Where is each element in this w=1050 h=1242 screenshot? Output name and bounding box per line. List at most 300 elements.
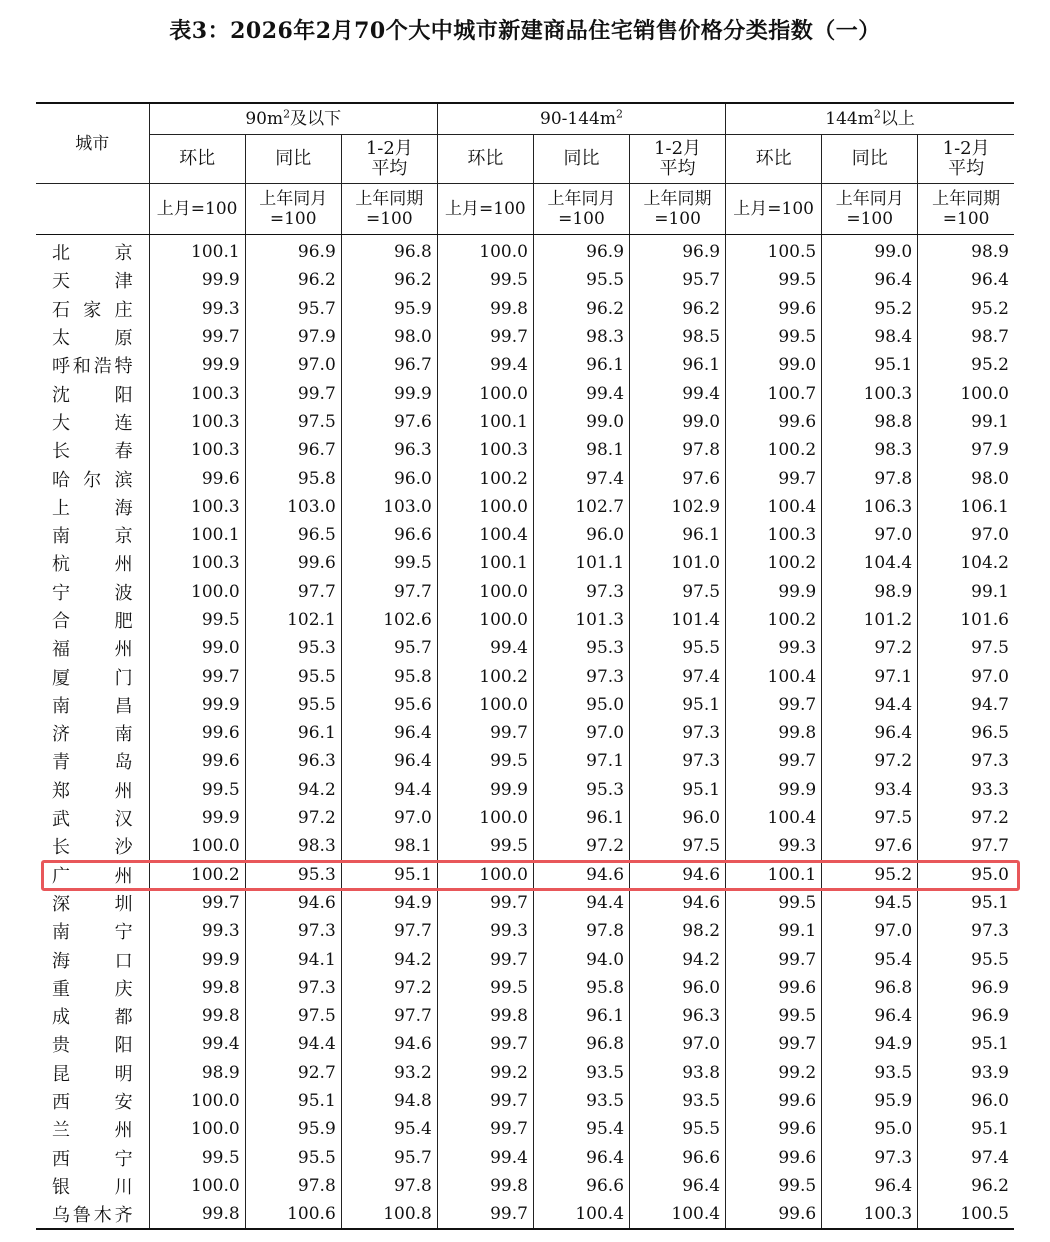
- index-value: 94.4: [341, 776, 437, 804]
- index-value: 96.4: [533, 1144, 629, 1172]
- index-value: 100.0: [437, 804, 533, 832]
- index-value: 100.0: [437, 578, 533, 606]
- index-value: 101.4: [630, 606, 726, 634]
- index-value: 96.6: [533, 1172, 629, 1200]
- index-value: 94.2: [245, 776, 341, 804]
- index-value: 99.9: [437, 776, 533, 804]
- base-avg: 上年同期 =100: [630, 184, 726, 235]
- index-value: 99.4: [437, 1144, 533, 1172]
- index-value: 94.2: [630, 945, 726, 973]
- col-header-mom: 环比: [149, 135, 245, 184]
- city-name: 济南: [36, 719, 149, 747]
- index-value: 99.6: [149, 747, 245, 775]
- index-value: 99.0: [630, 408, 726, 436]
- index-value: 99.7: [726, 747, 822, 775]
- city-name: 太原: [36, 323, 149, 351]
- index-value: 95.1: [341, 861, 437, 889]
- base-mom: 上月=100: [437, 184, 533, 235]
- index-value: 100.0: [149, 578, 245, 606]
- index-value: 95.8: [533, 974, 629, 1002]
- index-value: 99.1: [918, 408, 1014, 436]
- index-value: 95.9: [245, 1115, 341, 1143]
- base-yoy: 上年同月 =100: [245, 184, 341, 235]
- index-value: 95.1: [245, 1087, 341, 1115]
- index-value: 98.0: [918, 464, 1014, 492]
- index-value: 99.7: [149, 662, 245, 690]
- index-value: 96.2: [630, 295, 726, 323]
- city-name: 天津: [36, 266, 149, 294]
- index-value: 96.4: [630, 1172, 726, 1200]
- index-value: 99.1: [726, 917, 822, 945]
- index-value: 100.0: [149, 1087, 245, 1115]
- index-value: 96.0: [533, 521, 629, 549]
- index-value: 100.4: [630, 1200, 726, 1229]
- index-value: 99.5: [726, 1172, 822, 1200]
- table-row: [36, 351, 1014, 379]
- index-value: 99.8: [149, 974, 245, 1002]
- city-name: 沈阳: [36, 379, 149, 407]
- index-value: 99.5: [726, 889, 822, 917]
- index-value: 99.8: [437, 295, 533, 323]
- index-value: 95.7: [341, 1144, 437, 1172]
- index-value: 96.2: [341, 266, 437, 294]
- index-value: 97.5: [245, 1002, 341, 1030]
- city-name: 合肥: [36, 606, 149, 634]
- index-value: 100.4: [726, 662, 822, 690]
- index-value: 93.8: [630, 1059, 726, 1087]
- index-value: 94.2: [341, 945, 437, 973]
- index-value: 93.5: [630, 1087, 726, 1115]
- city-name: 广州: [36, 861, 149, 889]
- col-header-avg: 1-2月 平均: [630, 135, 726, 184]
- index-value: 97.3: [630, 719, 726, 747]
- index-value: 95.5: [630, 1115, 726, 1143]
- index-value: 97.4: [533, 464, 629, 492]
- index-value: 94.9: [822, 1030, 918, 1058]
- index-value: 97.2: [918, 804, 1014, 832]
- index-value: 93.5: [822, 1059, 918, 1087]
- index-value: 97.3: [822, 1144, 918, 1172]
- base-mom: 上月=100: [149, 184, 245, 235]
- index-value: 94.9: [341, 889, 437, 917]
- table-row: [36, 493, 1014, 521]
- index-value: 97.9: [245, 323, 341, 351]
- table-row: [36, 1059, 1014, 1087]
- index-value: 99.6: [149, 464, 245, 492]
- index-value: 100.8: [341, 1200, 437, 1229]
- index-value: 100.4: [726, 804, 822, 832]
- index-value: 99.6: [726, 1200, 822, 1229]
- index-value: 93.5: [533, 1059, 629, 1087]
- index-value: 99.2: [726, 1059, 822, 1087]
- index-value: 96.9: [918, 1002, 1014, 1030]
- index-value: 99.5: [149, 606, 245, 634]
- index-value: 94.8: [341, 1087, 437, 1115]
- index-value: 99.9: [149, 351, 245, 379]
- index-value: 100.3: [822, 379, 918, 407]
- index-value: 99.9: [149, 804, 245, 832]
- index-value: 97.8: [245, 1172, 341, 1200]
- index-value: 96.0: [341, 464, 437, 492]
- index-value: 100.5: [918, 1200, 1014, 1229]
- index-value: 97.3: [245, 974, 341, 1002]
- index-value: 100.0: [149, 1115, 245, 1143]
- city-name: 重庆: [36, 974, 149, 1002]
- index-value: 95.5: [245, 1144, 341, 1172]
- index-value: 97.1: [822, 662, 918, 690]
- index-value: 100.1: [149, 521, 245, 549]
- index-value: 95.4: [533, 1115, 629, 1143]
- index-value: 99.7: [726, 945, 822, 973]
- city-name: 呼和浩特: [36, 351, 149, 379]
- index-value: 95.5: [918, 945, 1014, 973]
- index-value: 99.6: [726, 295, 822, 323]
- index-value: 99.7: [726, 691, 822, 719]
- base-mom: 上月=100: [726, 184, 822, 235]
- base-yoy: 上年同月 =100: [533, 184, 629, 235]
- index-value: 99.0: [149, 634, 245, 662]
- index-value: 98.4: [822, 323, 918, 351]
- col-header-mom: 环比: [437, 135, 533, 184]
- index-value: 96.2: [245, 266, 341, 294]
- index-value: 95.3: [533, 776, 629, 804]
- index-value: 99.7: [437, 1087, 533, 1115]
- index-value: 94.7: [918, 691, 1014, 719]
- index-value: 96.1: [245, 719, 341, 747]
- table-row: [36, 832, 1014, 860]
- index-value: 99.5: [437, 974, 533, 1002]
- index-value: 93.2: [341, 1059, 437, 1087]
- index-value: 102.9: [630, 493, 726, 521]
- index-value: 100.0: [437, 235, 533, 267]
- index-value: 100.3: [822, 1200, 918, 1229]
- index-value: 99.5: [437, 747, 533, 775]
- city-name: 哈尔滨: [36, 464, 149, 492]
- table-row: [36, 804, 1014, 832]
- table-row: [36, 578, 1014, 606]
- index-value: 99.3: [149, 295, 245, 323]
- index-value: 100.2: [726, 549, 822, 577]
- index-value: 100.3: [726, 521, 822, 549]
- index-value: 97.4: [630, 662, 726, 690]
- index-value: 100.2: [726, 436, 822, 464]
- city-name: 北京: [36, 235, 149, 267]
- index-value: 97.3: [533, 662, 629, 690]
- table-row: [36, 889, 1014, 917]
- index-value: 100.0: [437, 691, 533, 719]
- index-value: 99.7: [149, 323, 245, 351]
- index-value: 99.3: [726, 634, 822, 662]
- index-value: 97.6: [822, 832, 918, 860]
- city-name: 长沙: [36, 832, 149, 860]
- index-value: 94.6: [630, 889, 726, 917]
- index-value: 99.9: [341, 379, 437, 407]
- col-header-yoy: 同比: [533, 135, 629, 184]
- city-name: 石家庄: [36, 295, 149, 323]
- index-value: 98.0: [341, 323, 437, 351]
- index-value: 98.3: [245, 832, 341, 860]
- table-row: [36, 235, 1014, 267]
- col-header-avg: 1-2月 平均: [341, 135, 437, 184]
- index-value: 97.2: [341, 974, 437, 1002]
- index-value: 94.6: [630, 861, 726, 889]
- base-avg: 上年同期 =100: [341, 184, 437, 235]
- index-value: 96.6: [341, 521, 437, 549]
- index-value: 93.5: [533, 1087, 629, 1115]
- index-value: 99.9: [149, 266, 245, 294]
- index-value: 95.9: [822, 1087, 918, 1115]
- index-value: 95.5: [245, 662, 341, 690]
- index-value: 97.0: [822, 917, 918, 945]
- index-value: 96.4: [341, 747, 437, 775]
- index-value: 98.2: [630, 917, 726, 945]
- index-value: 95.8: [341, 662, 437, 690]
- index-value: 96.6: [630, 1144, 726, 1172]
- group-header-large: $144m^2$以上: [726, 103, 1014, 135]
- index-value: 99.6: [726, 1115, 822, 1143]
- city-name: 郑州: [36, 776, 149, 804]
- index-value: 95.0: [918, 861, 1014, 889]
- base-avg: 上年同期 =100: [918, 184, 1014, 235]
- index-value: 97.6: [341, 408, 437, 436]
- index-value: 99.2: [437, 1059, 533, 1087]
- index-value: 106.3: [822, 493, 918, 521]
- index-value: 95.1: [630, 776, 726, 804]
- index-value: 96.5: [918, 719, 1014, 747]
- city-name: 兰州: [36, 1115, 149, 1143]
- table-row: [36, 1030, 1014, 1058]
- index-value: 95.5: [533, 266, 629, 294]
- index-value: 95.1: [918, 1115, 1014, 1143]
- index-value: 99.6: [149, 719, 245, 747]
- index-value: 100.1: [437, 549, 533, 577]
- index-value: 99.0: [822, 235, 918, 267]
- index-value: 101.1: [533, 549, 629, 577]
- index-value: 100.6: [245, 1200, 341, 1229]
- index-value: 101.6: [918, 606, 1014, 634]
- index-value: 99.8: [149, 1002, 245, 1030]
- table-title: 表3：2026年2月70个大中城市新建商品住宅销售价格分类指数（一）: [169, 18, 881, 44]
- index-value: 97.0: [245, 351, 341, 379]
- index-value: 95.7: [341, 634, 437, 662]
- index-value: 99.6: [726, 1087, 822, 1115]
- index-value: 97.5: [630, 832, 726, 860]
- index-value: 99.4: [437, 351, 533, 379]
- index-value: 96.4: [341, 719, 437, 747]
- index-value: 97.6: [630, 464, 726, 492]
- index-value: 96.0: [918, 1087, 1014, 1115]
- index-value: 99.3: [726, 832, 822, 860]
- index-value: 99.3: [437, 917, 533, 945]
- group-header-small: $90m^2$及以下: [149, 103, 437, 135]
- city-name: 成都: [36, 1002, 149, 1030]
- index-value: 99.5: [726, 323, 822, 351]
- index-value: 100.0: [149, 832, 245, 860]
- index-value: 97.9: [918, 436, 1014, 464]
- index-value: 100.0: [437, 493, 533, 521]
- index-value: 95.1: [918, 1030, 1014, 1058]
- index-value: 96.8: [341, 235, 437, 267]
- city-name: 昆明: [36, 1059, 149, 1087]
- index-value: 99.7: [437, 1115, 533, 1143]
- index-value: 97.4: [918, 1144, 1014, 1172]
- index-value: 97.8: [533, 917, 629, 945]
- index-value: 95.7: [630, 266, 726, 294]
- index-value: 97.7: [245, 578, 341, 606]
- index-value: 96.4: [822, 719, 918, 747]
- index-value: 99.7: [726, 1030, 822, 1058]
- index-value: 99.6: [245, 549, 341, 577]
- index-value: 99.4: [533, 379, 629, 407]
- index-value: 97.3: [918, 747, 1014, 775]
- index-value: 96.9: [245, 235, 341, 267]
- index-value: 100.4: [533, 1200, 629, 1229]
- index-value: 97.3: [918, 917, 1014, 945]
- table-row: [36, 408, 1014, 436]
- table-row: [36, 521, 1014, 549]
- index-value: 95.7: [245, 295, 341, 323]
- price-index-table: [36, 102, 1014, 1230]
- index-value: 94.4: [245, 1030, 341, 1058]
- index-value: 103.0: [245, 493, 341, 521]
- col-header-yoy: 同比: [245, 135, 341, 184]
- index-value: 96.3: [341, 436, 437, 464]
- index-value: 99.5: [149, 1144, 245, 1172]
- index-value: 99.5: [149, 776, 245, 804]
- index-value: 97.7: [341, 578, 437, 606]
- index-value: 97.0: [918, 521, 1014, 549]
- index-value: 99.6: [726, 408, 822, 436]
- city-name: 南昌: [36, 691, 149, 719]
- index-value: 99.7: [149, 889, 245, 917]
- index-value: 98.8: [822, 408, 918, 436]
- city-name: 乌鲁木齐: [36, 1200, 149, 1229]
- index-value: 95.1: [822, 351, 918, 379]
- index-value: 99.3: [149, 917, 245, 945]
- table-row: [36, 1144, 1014, 1172]
- index-value: 97.5: [630, 578, 726, 606]
- index-value: 100.3: [437, 436, 533, 464]
- index-value: 99.8: [437, 1002, 533, 1030]
- index-value: 96.1: [533, 351, 629, 379]
- city-base-spacer: [36, 184, 149, 235]
- city-name: 长春: [36, 436, 149, 464]
- index-value: 95.9: [341, 295, 437, 323]
- index-value: 100.1: [726, 861, 822, 889]
- index-value: 96.4: [822, 1172, 918, 1200]
- index-value: 100.3: [149, 549, 245, 577]
- index-value: 99.7: [437, 889, 533, 917]
- index-value: 99.4: [630, 379, 726, 407]
- index-value: 96.7: [245, 436, 341, 464]
- index-value: 99.6: [726, 1144, 822, 1172]
- index-value: 101.2: [822, 606, 918, 634]
- col-header-mom: 环比: [726, 135, 822, 184]
- index-value: 97.0: [341, 804, 437, 832]
- index-value: 97.0: [822, 521, 918, 549]
- index-value: 100.3: [149, 493, 245, 521]
- index-value: 97.7: [341, 917, 437, 945]
- index-value: 94.6: [245, 889, 341, 917]
- index-value: 97.7: [341, 1002, 437, 1030]
- index-value: 96.9: [918, 974, 1014, 1002]
- index-value: 103.0: [341, 493, 437, 521]
- index-value: 95.3: [245, 861, 341, 889]
- col-header-yoy: 同比: [822, 135, 918, 184]
- index-value: 99.8: [149, 1200, 245, 1229]
- city-name: 西安: [36, 1087, 149, 1115]
- index-value: 106.1: [918, 493, 1014, 521]
- city-name: 福州: [36, 634, 149, 662]
- index-value: 94.6: [341, 1030, 437, 1058]
- index-value: 96.4: [918, 266, 1014, 294]
- table-row: [36, 1087, 1014, 1115]
- index-value: 100.0: [149, 1172, 245, 1200]
- index-value: 95.1: [630, 691, 726, 719]
- index-value: 96.1: [533, 804, 629, 832]
- city-name: 宁波: [36, 578, 149, 606]
- index-value: 95.2: [918, 295, 1014, 323]
- table-row: [36, 917, 1014, 945]
- index-value: 98.9: [149, 1059, 245, 1087]
- city-name: 深圳: [36, 889, 149, 917]
- city-name: 银川: [36, 1172, 149, 1200]
- index-value: 95.4: [341, 1115, 437, 1143]
- index-value: 95.8: [245, 464, 341, 492]
- index-value: 94.5: [822, 889, 918, 917]
- index-value: 99.0: [726, 351, 822, 379]
- table-row: [36, 719, 1014, 747]
- index-value: 93.9: [918, 1059, 1014, 1087]
- city-name: 西宁: [36, 1144, 149, 1172]
- index-value: 100.5: [726, 235, 822, 267]
- index-value: 97.8: [630, 436, 726, 464]
- index-value: 99.8: [437, 1172, 533, 1200]
- index-value: 97.5: [918, 634, 1014, 662]
- index-value: 97.3: [245, 917, 341, 945]
- index-value: 99.5: [341, 549, 437, 577]
- index-value: 99.1: [918, 578, 1014, 606]
- index-value: 96.8: [533, 1030, 629, 1058]
- table-row: [36, 379, 1014, 407]
- index-value: 97.2: [822, 747, 918, 775]
- index-value: 92.7: [245, 1059, 341, 1087]
- index-value: 100.3: [149, 379, 245, 407]
- index-value: 100.3: [149, 436, 245, 464]
- col-header-avg: 1-2月 平均: [918, 135, 1014, 184]
- table-row: [36, 945, 1014, 973]
- index-value: 96.8: [822, 974, 918, 1002]
- index-value: 99.7: [437, 1030, 533, 1058]
- city-name: 杭州: [36, 549, 149, 577]
- city-name: 青岛: [36, 747, 149, 775]
- index-value: 99.4: [149, 1030, 245, 1058]
- table-header: [36, 103, 1014, 235]
- index-value: 98.1: [533, 436, 629, 464]
- city-name: 贵阳: [36, 1030, 149, 1058]
- index-value: 97.7: [918, 832, 1014, 860]
- table-row: [36, 549, 1014, 577]
- index-value: 98.3: [533, 323, 629, 351]
- index-value: 97.0: [918, 662, 1014, 690]
- index-value: 97.2: [822, 634, 918, 662]
- index-value: 99.6: [726, 974, 822, 1002]
- table-row: [36, 464, 1014, 492]
- index-value: 96.3: [630, 1002, 726, 1030]
- index-value: 99.4: [437, 634, 533, 662]
- index-value: 100.4: [726, 493, 822, 521]
- table-row: [36, 1172, 1014, 1200]
